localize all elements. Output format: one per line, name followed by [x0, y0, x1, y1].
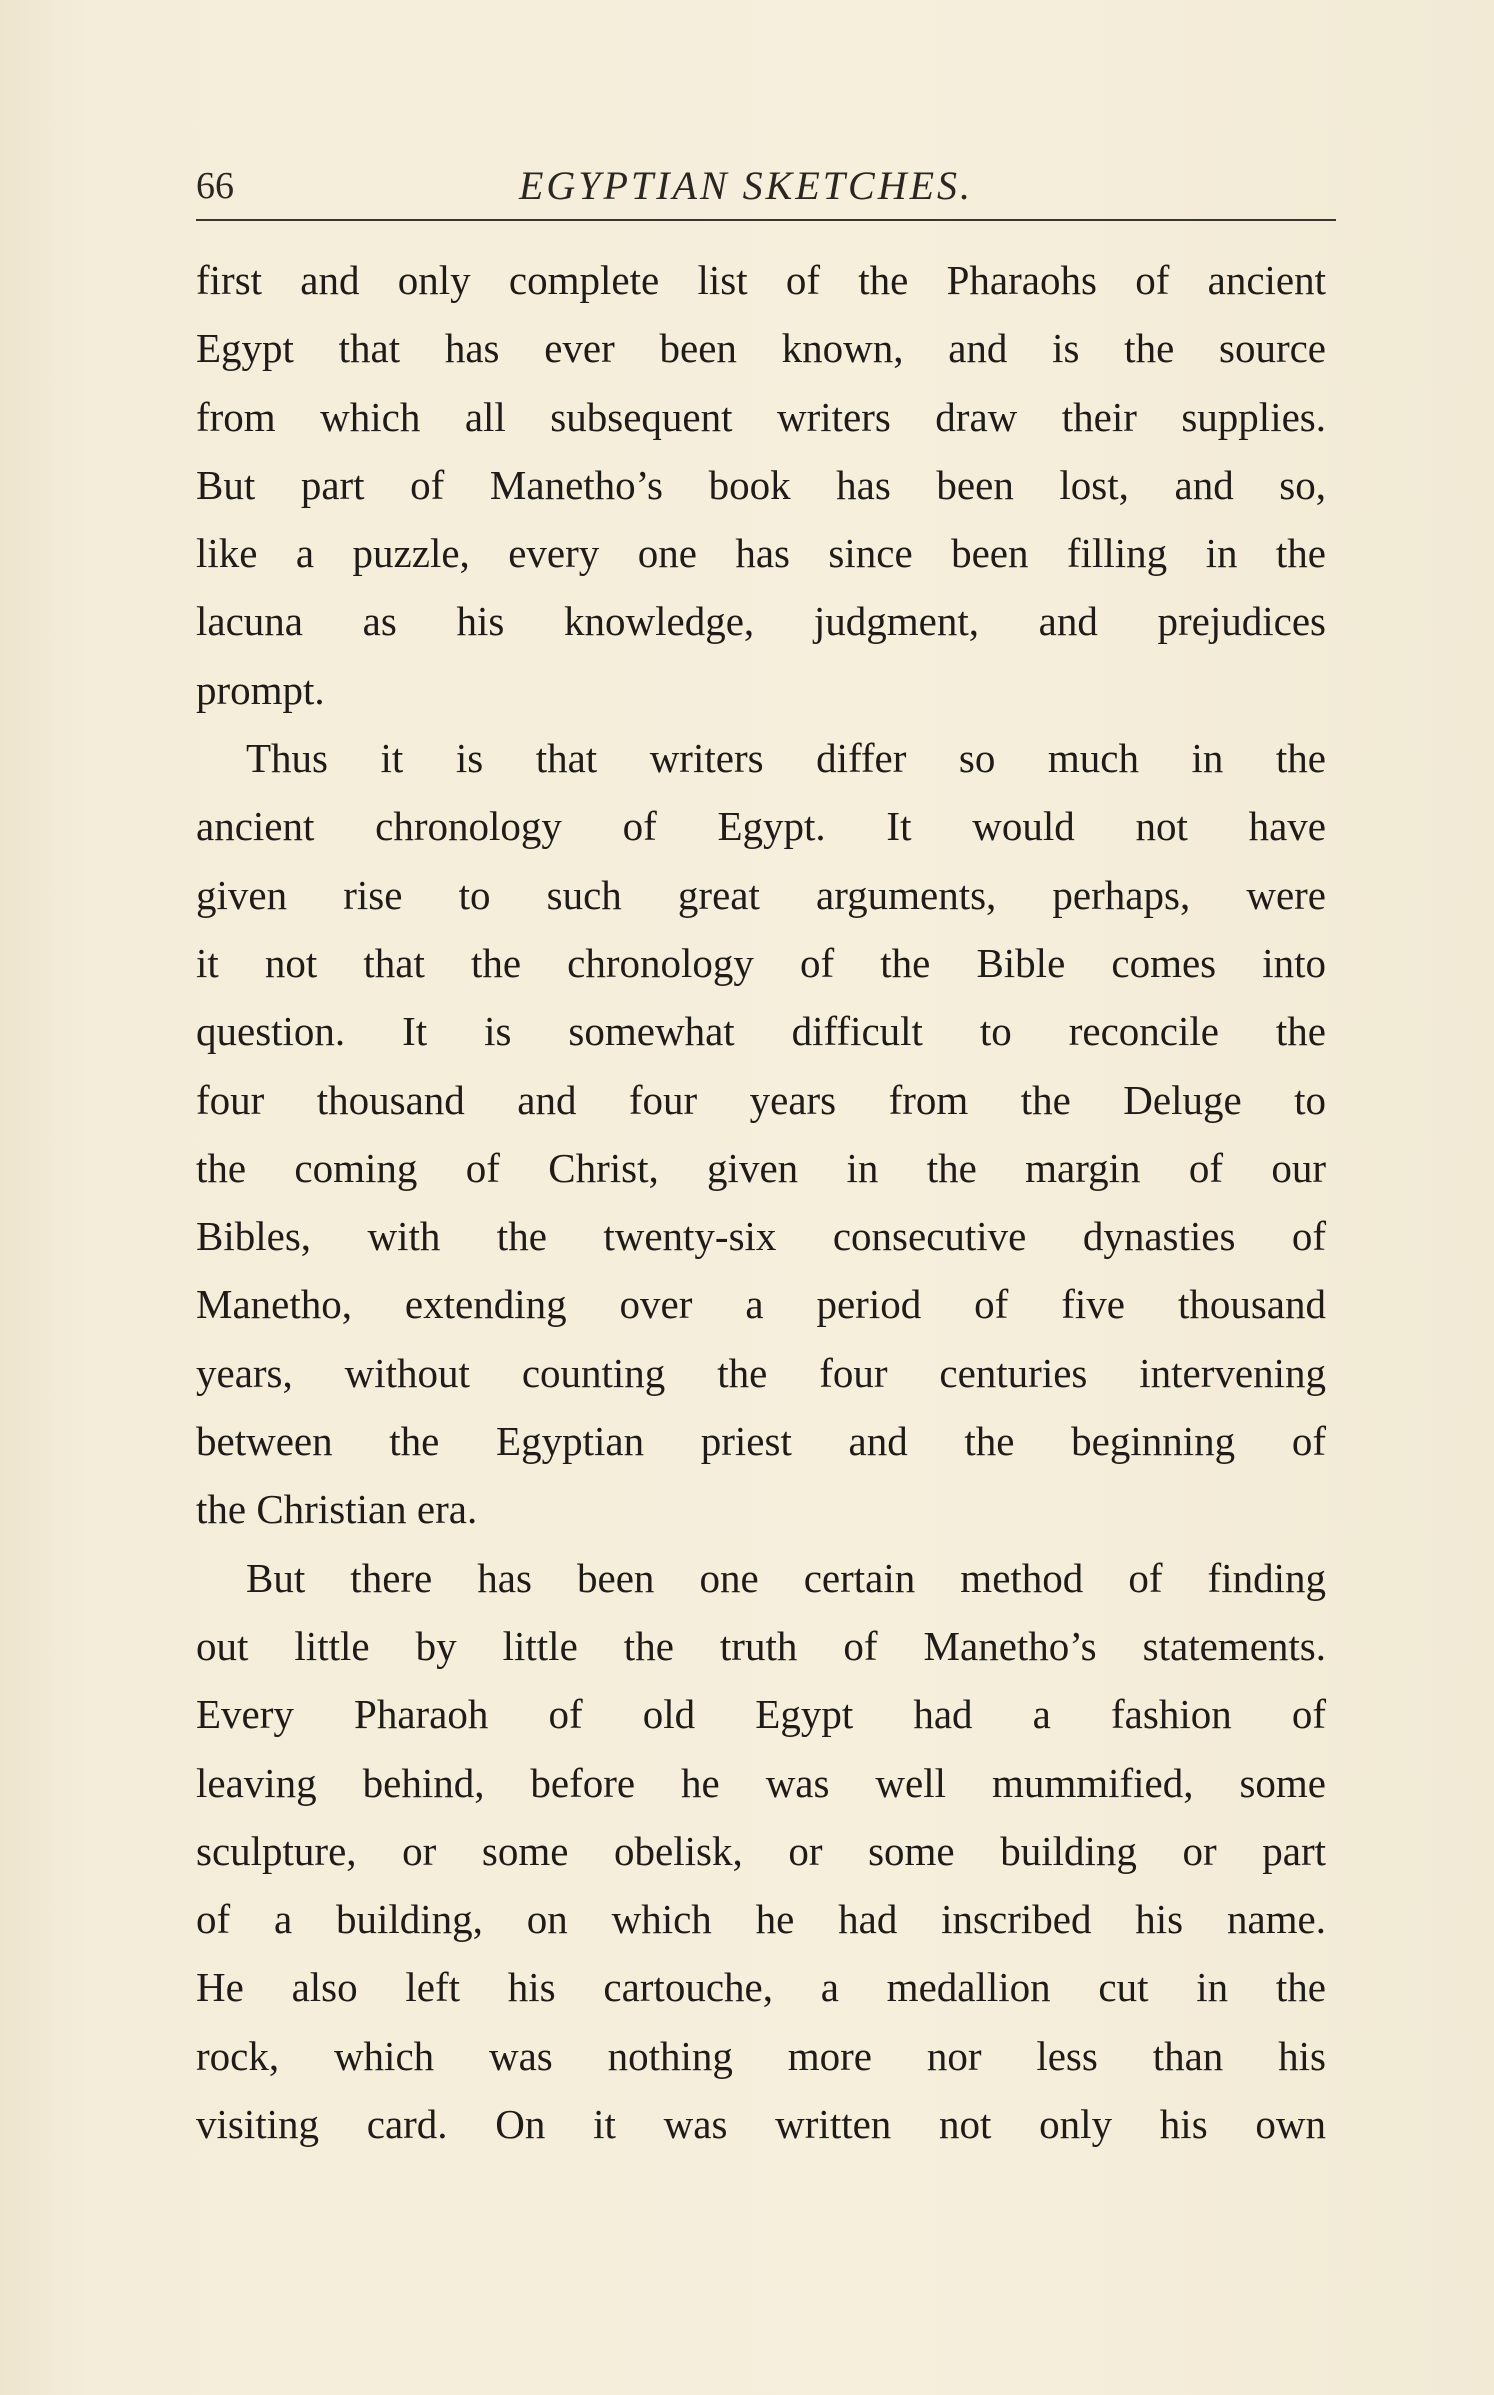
text-line: first and only complete list of the Pharaohs of ancient [196, 257, 1326, 303]
text-line: question. It is somewhat difficult to reconcile the [196, 1008, 1326, 1055]
text-line: four thousand and four years from the Deluge to [196, 1076, 1326, 1123]
text-line: years, without counting the four centuries intervening [196, 1349, 1326, 1396]
text-line: But part of Manetho’s book has been lost, and so, [196, 461, 1326, 508]
text-line: Thus it is that writers differ so much in the [246, 735, 1326, 782]
text-line: like a puzzle, every one has since been filling in the [196, 530, 1326, 577]
text-line: between the Egyptian priest and the beginning of [196, 1418, 1326, 1465]
text-line: out little by little the truth of Manetho’s statements. [196, 1622, 1326, 1669]
page-header [196, 158, 1336, 214]
text-line: But there has been one certain method of finding [246, 1554, 1326, 1601]
text-line: Bibles, with the twenty-six consecutive dynasties of [196, 1213, 1326, 1260]
text-line: rock, which was nothing more nor less than his [196, 2032, 1326, 2079]
text-line: Egypt that has ever been known, and is the source [196, 325, 1326, 372]
text-line: given rise to such great arguments, perhaps, were [196, 871, 1326, 918]
text-line: it not that the chronology of the Bible comes into [196, 939, 1326, 986]
text-line: prompt. [196, 666, 325, 713]
text-line: from which all subsequent writers draw their supplies. [196, 393, 1326, 440]
text-line: of a building, on which he had inscribed his name. [196, 1896, 1326, 1943]
page-number: 66 [196, 165, 234, 207]
running-title: EGYPTIAN SKETCHES. [518, 163, 974, 208]
text-line: lacuna as his knowledge, judgment, and prejudices [196, 598, 1326, 645]
text-line: He also left his cartouche, a medallion cut in the [196, 1964, 1326, 2011]
text-line: sculpture, or some obelisk, or some building or part [196, 1827, 1326, 1874]
body-text [196, 246, 1326, 2158]
text-line: Manetho, extending over a period of five thousand [196, 1281, 1326, 1328]
text-line: visiting card. On it was written not only his own [196, 2101, 1326, 2148]
text-line: Every Pharaoh of old Egypt had a fashion of [196, 1691, 1326, 1738]
text-line: the coming of Christ, given in the margin of our [196, 1144, 1326, 1191]
text-line: leaving behind, before he was well mummified, some [196, 1759, 1326, 1806]
text-line: ancient chronology of Egypt. It would not have [196, 803, 1326, 850]
header-rule [196, 219, 1336, 221]
text-line: the Christian era. [196, 1486, 478, 1533]
